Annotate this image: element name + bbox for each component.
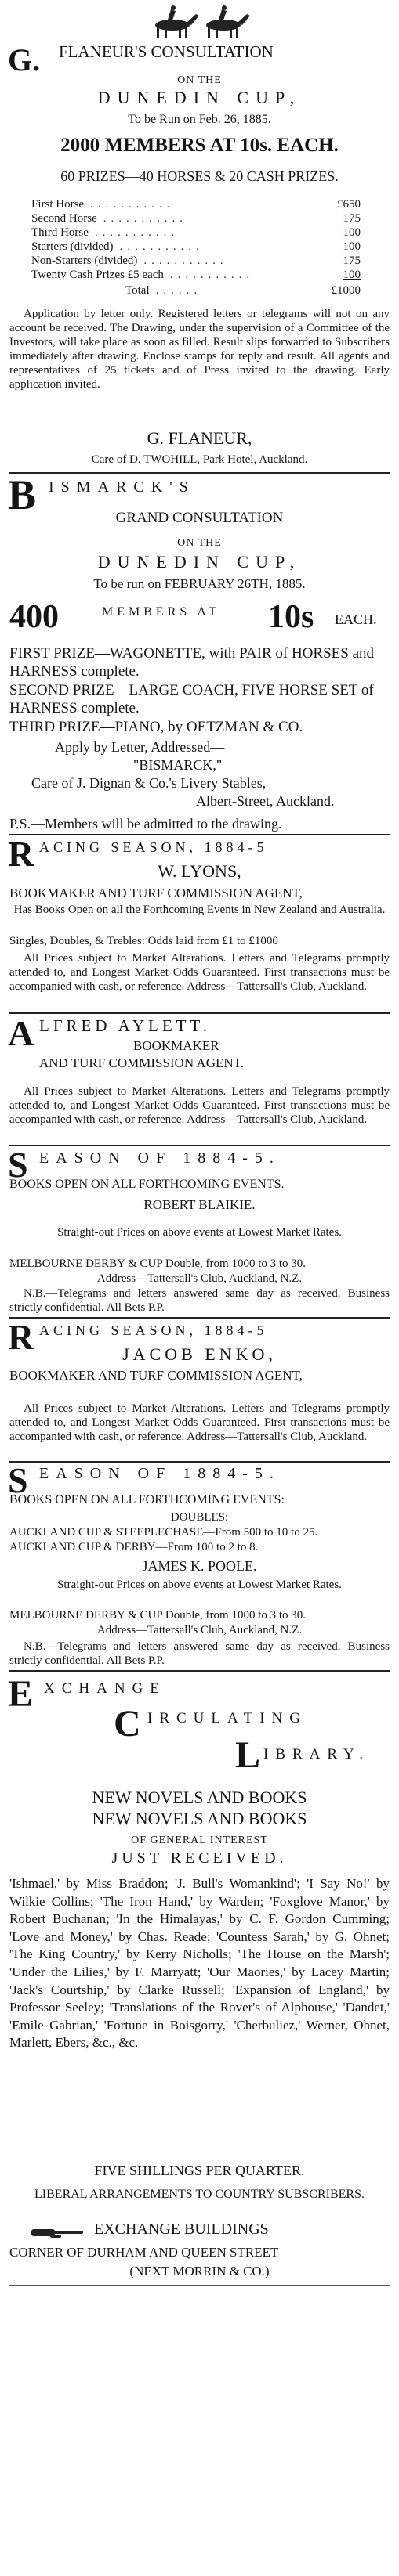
bismarck-members-mid: MEMBERS AT — [102, 605, 220, 619]
prize-label: Starters (divided) — [31, 240, 114, 253]
aylett-body: All Prices subject to Market Alterations. Letters and Telegrams promptly attended to, and Longest Market Odds Guaranteed. First transactions must be accompanied with cash, or reference. Address—Tattersall's Club, Auckland. — [9, 1085, 390, 1126]
prize-total-row: Total ...... £1000 — [31, 283, 361, 298]
bismarck-sub: GRAND CONSULTATION — [115, 510, 284, 526]
prize-label: Twenty Cash Prizes £5 each — [31, 269, 164, 281]
lyons-initial: R — [8, 834, 34, 874]
flaneur-cup: DUNEDIN CUP, — [97, 88, 302, 107]
library-initial-l: L — [235, 1734, 261, 1776]
prize-row: Twenty Cash Prizes £5 each ........... 100 — [31, 269, 361, 281]
bismarck-heading: ISMARCK'S — [49, 478, 195, 496]
enko-title: BOOKMAKER AND TURF COMMISSION AGENT, — [9, 1368, 303, 1383]
divider — [9, 2285, 390, 2286]
library-buildings: EXCHANGE BUILDINGS — [94, 2221, 269, 2238]
flaneur-initial: G. — [8, 42, 41, 78]
library-received: JUST RECEIVED. — [111, 1849, 288, 1867]
bismarck-on-the: ON THE — [177, 537, 222, 549]
prize-label: Third Horse — [31, 226, 89, 239]
blaikie-books: BOOKS OPEN ON ALL FORTHCOMING EVENTS. — [9, 1178, 285, 1191]
prize-label: Second Horse — [31, 212, 97, 225]
bismarck-members-end: EACH. — [335, 612, 377, 627]
prize-row: Second Horse ........... 175 — [31, 212, 361, 225]
flaneur-prizes-heading: 60 PRIZES—40 HORSES & 20 CASH PRIZES. — [60, 168, 339, 184]
library-word-circulating: IRCULATING — [147, 1710, 307, 1726]
library-initial-c: C — [114, 1703, 141, 1744]
aylett-title2: AND TURF COMMISSION AGENT. — [39, 1055, 245, 1070]
bismarck-members-line — [9, 599, 390, 640]
divider — [9, 834, 390, 835]
pointing-hand-icon — [31, 2224, 86, 2240]
blaikie-heading: EASON OF 1884-5. — [39, 1149, 281, 1167]
poole-books: BOOKS OPEN ON ALL FORTHCOMING EVENTS: — [9, 1493, 285, 1506]
poole-heading: EASON OF 1884-5. — [39, 1465, 281, 1482]
library-new1: NEW NOVELS AND BOOKS — [92, 1788, 307, 1807]
divider — [9, 1461, 390, 1463]
enko-body: All Prices subject to Market Alterations. Letters and Telegrams promptly attended to, and Longest Market Odds Guaranteed. First transactions must be accompanied with cash, or reference. Address—Tattersall's Club, Auckland. — [9, 1402, 390, 1443]
lyons-books: Has Books Open on all the Forthcoming Events in New Zealand and Australia. — [13, 904, 386, 916]
racehorses-engraving — [141, 2, 259, 39]
bismarck-run-date: To be run on FEBRUARY 26TH, 1885. — [93, 576, 306, 591]
poole-straight: Straight-out Prices on above events at Lowest Market Rates. — [57, 1578, 342, 1591]
poole-auckland-cup: AUCKLAND CUP & STEEPLECHASE—From 500 to 10 to 25. — [9, 1526, 318, 1539]
library-word-exchange: XCHANGE — [44, 1680, 166, 1697]
divider — [9, 472, 390, 474]
blaikie-straight: Straight-out Prices on above events at Lowest Market Rates. — [57, 1226, 342, 1239]
bismarck-apply: Apply by Letter, Addressed— — [55, 739, 225, 755]
library-new2: NEW NOVELS AND BOOKS — [92, 1809, 307, 1828]
bismarck-address-name: "BISMARCK," — [133, 757, 223, 773]
blaikie-nb: N.B.—Telegrams and letters answered same day as received. Business strictly confidential. All Bets P.P. — [9, 1287, 390, 1314]
divider — [9, 1317, 390, 1319]
library-next: (NEXT MORRIN & CO.) — [129, 2264, 270, 2278]
blaikie-name: ROBERT BLAIKIE. — [143, 1197, 256, 1212]
bismarck-second-prize: SECOND PRIZE—LARGE COACH, FIVE HORSE SET of HARNESS complete. — [9, 682, 374, 716]
bismarck-initial: B — [8, 471, 37, 518]
prize-label: Non-Starters (divided) — [31, 254, 138, 267]
poole-address: Address—Tattersall's Club, Auckland, N.Z. — [96, 1624, 303, 1636]
divider — [9, 1012, 390, 1014]
library-liberal: LIBERAL ARRANGEMENTS TO COUNTRY SUBSCRIBERS. — [34, 2188, 365, 2201]
aylett-initial: A — [8, 1013, 34, 1053]
prize-amount: 175 — [343, 212, 361, 225]
blaikie-melbourne: MELBOURNE DERBY & CUP Double, from 1000 to 3 to 30. — [9, 1257, 307, 1270]
bismarck-address-street: Albert-Street, Auckland. — [196, 793, 335, 809]
library-book-list: 'Ishmael,' by Miss Braddon; 'J. Bull's Womankind'; 'I Say No!' by Wilkie Collins; 'The Iron Hand,' by Warden; 'Foxglove Manor,' by Robert Buchanan; 'In the Himalayas,' by C. F. Gordon Cumming; 'Love and Money,' by Chas. Reade; 'Countess Sarah,' by G. Ohnet; 'The King Country,' by Kerry Nicholls; 'The House on the Marsh'; 'Under the Lilies,' by F. Marryatt; 'Our Maories,' by Lacey Martin; 'Jack's Courtship,' by Clarke Russell; 'Expansion of England,' by Professor Seeley; 'Translations of the Rover's of Alphouse,' 'Dandet,' 'Emile Gabrian,' 'Fortune in Boisgorry,' 'Cherbuliez,' Werner, Ohnet, Marlett, Ebers, &c., &c. — [9, 1876, 390, 2051]
poole-nb: N.B.—Telegrams and letters answered same day as received. Business strictly confidential. All Bets P.P. — [9, 1640, 390, 1667]
bismarck-ps: P.S.—Members will be admitted to the drawing. — [9, 816, 282, 832]
lyons-body: All Prices subject to Market Alterations. Letters and Telegrams promptly attended to, and Longest Market Odds Guaranteed. First transactions must be accompanied with cash, or reference. Address—Tattersall's Club, Auckland. — [9, 952, 390, 993]
flaneur-run-date: To be Run on Feb. 26, 1885. — [128, 113, 271, 126]
lyons-name: W. LYONS, — [158, 861, 241, 881]
divider — [9, 1670, 390, 1672]
prize-row: First Horse ........... £650 — [31, 198, 361, 211]
prize-row: Non-Starters (divided) ........... 175 — [31, 254, 361, 267]
prize-amount: 175 — [343, 254, 361, 267]
poole-melbourne: MELBOURNE DERBY & CUP Double, from 1000 to 3 to 30. — [9, 1609, 307, 1622]
prize-row: Starters (divided) ........... 100 — [31, 240, 361, 253]
poole-name: JAMES K. POOLE. — [142, 1558, 257, 1574]
prize-row: Third Horse ........... 100 — [31, 226, 361, 239]
library-word-library: IBRARY. — [263, 1746, 371, 1762]
bismarck-members-num: 400 — [9, 599, 59, 635]
poole-doubles-head: DOUBLES: — [170, 1511, 229, 1524]
enko-name: JACOB ENKO, — [122, 1344, 277, 1364]
library-corner: CORNER OF DURHAM AND QUEEN STREET — [9, 2245, 279, 2260]
prize-amount: 100 — [343, 226, 361, 239]
lyons-title: BOOKMAKER AND TURF COMMISSION AGENT, — [9, 886, 303, 900]
flaneur-care-of: Care of D. TWOHILL, Park Hotel, Auckland. — [91, 453, 308, 466]
prize-amount: 100 — [343, 269, 361, 281]
flaneur-on-the: ON THE — [177, 74, 222, 86]
blaikie-address: Address—Tattersall's Club, Auckland, N.Z. — [96, 1272, 303, 1285]
prize-total-amount: £1000 — [331, 284, 361, 297]
prize-amount: 100 — [343, 240, 361, 253]
prize-label: First Horse — [31, 198, 85, 211]
flaneur-heading: FLANEUR'S CONSULTATION — [59, 42, 274, 61]
bismarck-members-price: 10s — [268, 599, 314, 635]
bismarck-cup: DUNEDIN CUP, — [97, 552, 302, 572]
library-general: OF GENERAL INTEREST — [131, 1835, 268, 1846]
poole-auckland-derby: AUCKLAND CUP & DERBY—From 100 to 2 to 8. — [9, 1541, 259, 1553]
flaneur-prize-table — [31, 197, 361, 298]
flaneur-body: Application by letter only. Registered letters or telegrams will not on any account be received. The Drawing, under the supervision of a Committee of the Investors, will take place as soon as filled. Result slips forwarded to Subscribers immediately after drawing. Enclose stamps for reply and result. All agents and representatives of 25 tickets and of Press invited to the drawing. Early application invited. — [9, 308, 390, 391]
library-subscription: FIVE SHILLINGS PER QUARTER. — [94, 2163, 305, 2178]
enko-initial: R — [8, 1317, 34, 1357]
divider — [9, 1145, 390, 1146]
poole-initial: S — [8, 1460, 28, 1500]
flaneur-signature: G. FLANEUR, — [147, 428, 252, 448]
flaneur-members: 2000 MEMBERS AT 10s. EACH. — [60, 135, 339, 156]
lyons-doubles: Singles, Doubles, & Trebles: Odds laid from £1 to £1000 — [9, 935, 278, 947]
bismarck-first-prize: FIRST PRIZE—WAGONETTE, with PAIR of HORSES and HARNESS complete. — [9, 645, 374, 680]
enko-heading: ACING SEASON, 1884-5 — [39, 1322, 268, 1338]
prize-amount: £650 — [337, 198, 361, 211]
prize-total-label: Total — [125, 284, 150, 297]
bismarck-third-prize: THIRD PRIZE—PIANO, by OETZMAN & CO. — [9, 719, 303, 735]
bismarck-address-care: Care of J. Dignan & Co.'s Livery Stables, — [31, 775, 267, 791]
aylett-title1: BOOKMAKER — [133, 1038, 219, 1053]
blaikie-initial: S — [8, 1145, 28, 1185]
aylett-heading: LFRED AYLETT. — [39, 1016, 212, 1035]
library-initial-e: E — [8, 1673, 34, 1715]
lyons-heading: ACING SEASON, 1884-5 — [39, 839, 268, 855]
